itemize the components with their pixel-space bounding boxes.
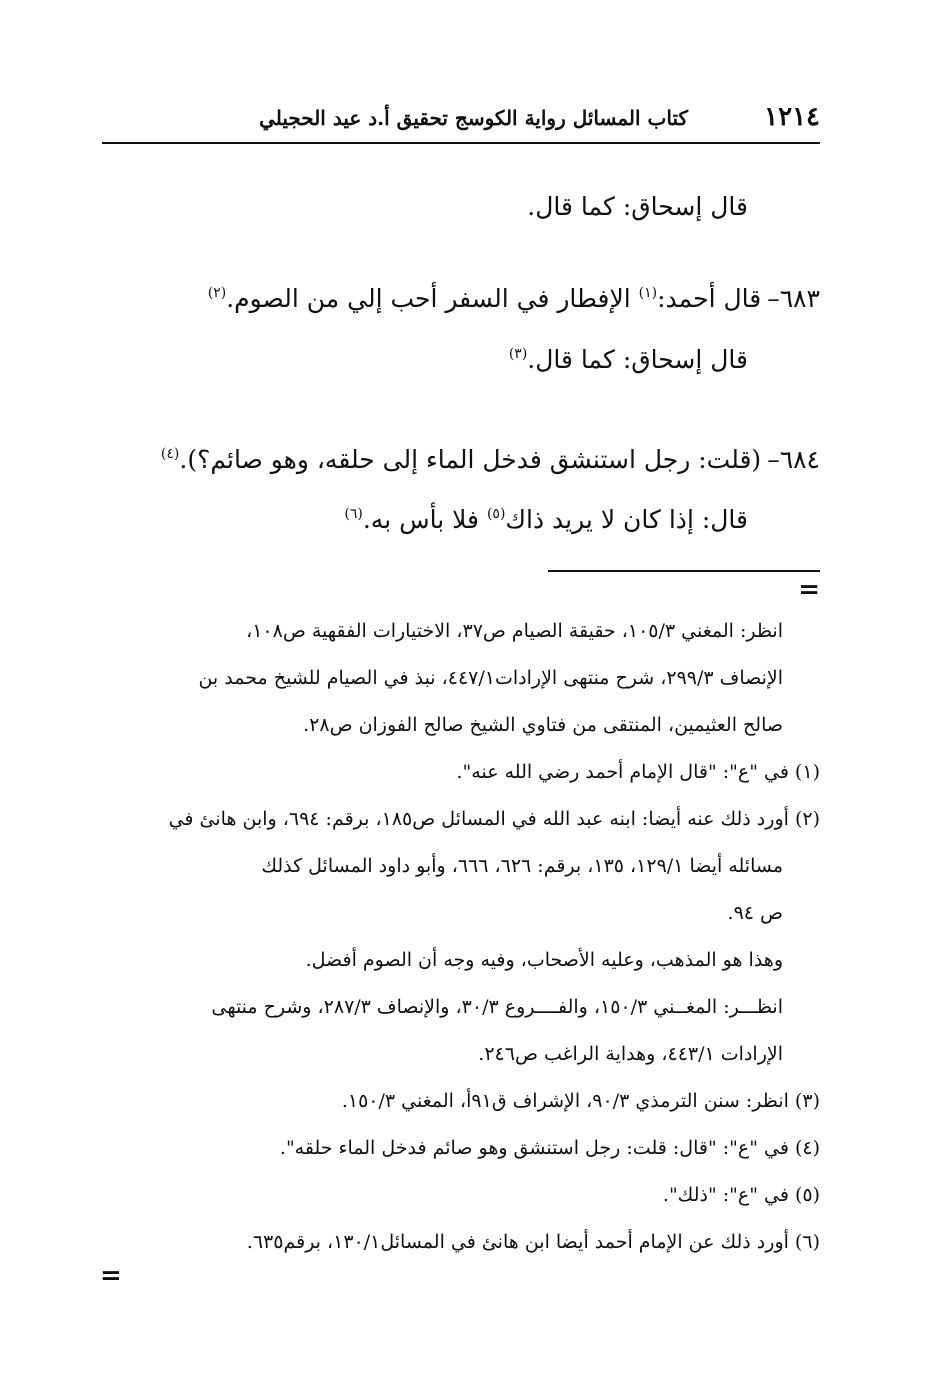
footnote-2-line: انظـــر: المغــني ١٥٠/٣، والفــــروع ٣٠/٣، والإنصاف ٢٨٧/٣، وشرح منتهى <box>211 996 783 1018</box>
footnote-5: (٥) في "ع": "ذلك". <box>662 1184 820 1206</box>
question-number: ٦٨٣– <box>767 284 820 313</box>
question-683 <box>208 284 820 313</box>
question-text-b: الإفطار في السفر أحب إلي من الصوم. <box>226 284 639 313</box>
footnote-2-line: ص ٩٤. <box>727 902 783 924</box>
footnote-separator <box>548 570 820 572</box>
page-number: ١٢١٤ <box>764 102 820 132</box>
footnote-continuation-line: صالح العثيمين، المنتقى من فتاوي الشيخ صالح الفوزان ص٢٨. <box>303 714 783 736</box>
footnote-2-line: مسائله أيضا ١٢٩/١، ١٣٥، برقم: ٦٢٦، ٦٦٦، وأبو داود المسائل كذلك <box>261 855 783 877</box>
running-title: كتاب المسائل رواية الكوسج تحقيق أ.د عيد الحجيلي <box>259 106 688 130</box>
continuation-mark-top: = <box>798 575 820 605</box>
footnote-2-line: الإرادات ٤٤٣/١، وهداية الراغب ص٢٤٦. <box>478 1043 783 1065</box>
answer-683 <box>509 345 748 374</box>
ishaq-reply-text: قال إسحاق: كما قال. <box>527 192 748 221</box>
footnote-6: (٦) أورد ذلك عن الإمام أحمد أيضا ابن هانئ في المسائل١٣٠/١، برقم٦٣٥. <box>246 1231 820 1253</box>
question-text: (قلت: رجل استنشق فدخل الماء إلى حلقه، وهو صائم؟). <box>179 445 762 474</box>
footnote-mark: (١) <box>638 285 658 301</box>
answer-text: قال إسحاق: كما قال. <box>527 345 748 374</box>
footnote-1: (١) في "ع": "قال الإمام أحمد رضي الله عنه". <box>456 761 820 783</box>
footnote-mark: (٥) <box>486 506 506 522</box>
footnote-3: (٣) انظر: سنن الترمذي ٩٠/٣، الإشراف ق٩١أ، المغني ١٥٠/٣. <box>341 1090 820 1112</box>
footnote-4: (٤) في "ع": "قال: قلت: رجل استنشق وهو صائم فدخل الماء حلقه". <box>279 1137 820 1159</box>
footnote-mark: (٤) <box>160 446 180 462</box>
question-684 <box>161 445 820 474</box>
ishaq-reply-line <box>527 192 748 221</box>
answer-684 <box>344 505 748 534</box>
footnote-2: (٢) أورد ذلك عنه أيضا: ابنه عبد الله في المسائل ص١٨٥، برقم: ٦٩٤، وابن هانئ في <box>168 808 820 830</box>
question-text-a: قال أحمد: <box>657 284 762 313</box>
question-number: ٦٨٤– <box>767 445 820 474</box>
footnote-continuation-line: الإنصاف ٢٩٩/٣، شرح منتهى الإرادات٤٤٧/١، نبذ في الصيام للشيخ محمد بن <box>198 667 783 689</box>
continuation-mark-bottom: = <box>100 1261 122 1291</box>
page-header <box>102 98 820 144</box>
answer-text-b: فلا بأس به. <box>362 505 487 534</box>
footnote-mark: (٢) <box>207 285 227 301</box>
footnote-2-line: وهذا هو المذهب، وعليه الأصحاب، وفيه وجه أن الصوم أفضل. <box>305 949 783 971</box>
footnote-mark: (٦) <box>344 506 363 522</box>
footnote-mark: (٣) <box>508 346 528 362</box>
footnote-continuation-line: انظر: المغني ١٠٥/٣، حقيقة الصيام ص٣٧، الاختيارات الفقهية ص١٠٨، <box>246 620 783 642</box>
answer-text-a: قال: إذا كان لا يريد ذاك <box>505 505 748 534</box>
